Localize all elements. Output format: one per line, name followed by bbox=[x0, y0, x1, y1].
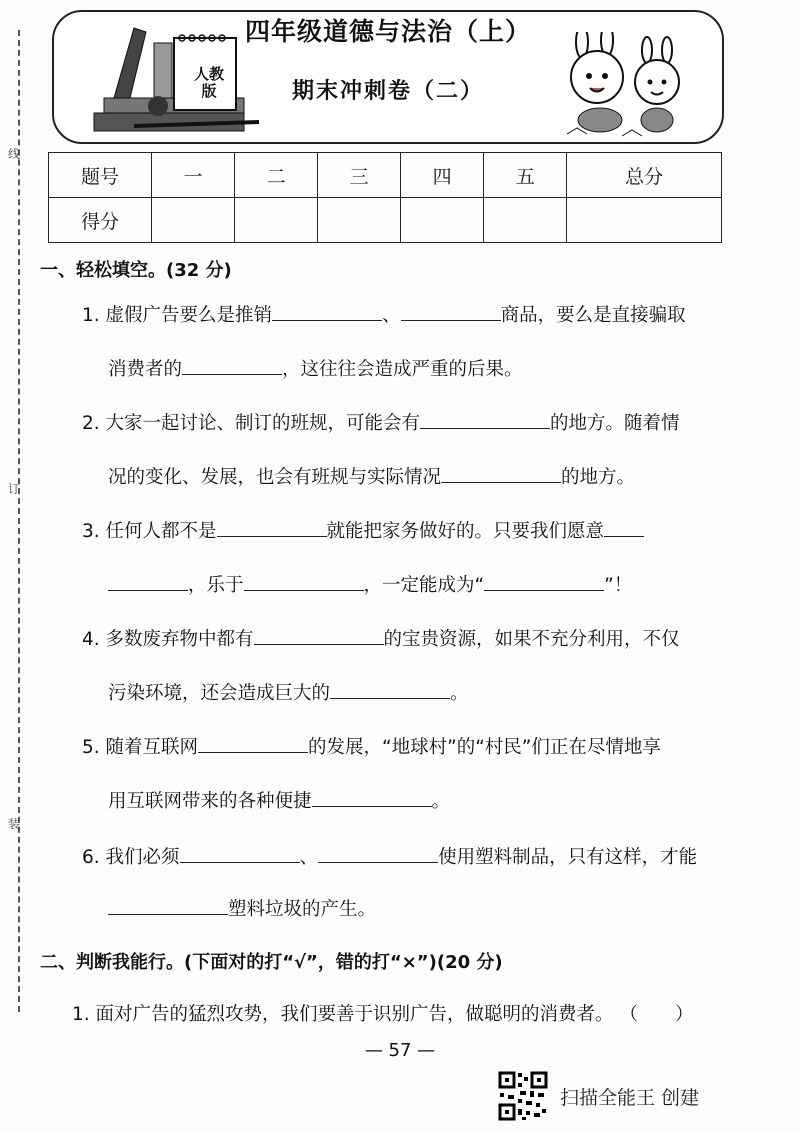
table-cell: 四 bbox=[401, 153, 484, 198]
question-2-line-1 bbox=[82, 410, 740, 435]
question-4-line-1 bbox=[82, 626, 740, 651]
answer-blank[interactable] bbox=[401, 302, 501, 321]
question-text: 消费者的 bbox=[108, 359, 183, 380]
answer-blank[interactable] bbox=[484, 572, 604, 591]
answer-blank[interactable] bbox=[312, 788, 432, 807]
page-number: — 57 — bbox=[364, 1040, 436, 1061]
score-cell[interactable] bbox=[152, 198, 235, 243]
binding-dashed-line bbox=[18, 30, 20, 1012]
binding-mark-line: 线 bbox=[8, 147, 21, 161]
binding-mark-bind: 装 bbox=[8, 817, 21, 831]
score-cell[interactable] bbox=[235, 198, 318, 243]
question-5-line-2 bbox=[108, 788, 740, 813]
question-text: 6. 我们必须 bbox=[82, 847, 180, 868]
question-text: 商品，要么是直接骗取 bbox=[500, 305, 686, 326]
question-text: ，一定能成为“ bbox=[363, 575, 485, 596]
question-text: 况的变化、发展，也会有班规与实际情况 bbox=[108, 467, 442, 488]
answer-blank[interactable] bbox=[180, 844, 300, 863]
question-text: 污染环境，还会造成巨大的 bbox=[108, 683, 331, 704]
question-text: 的地方。随着情 bbox=[550, 413, 680, 434]
question-text: 1. 虚假广告要么是推销 bbox=[82, 305, 273, 326]
answer-blank[interactable] bbox=[330, 680, 450, 699]
question-text: 。 bbox=[450, 683, 469, 704]
table-cell: 五 bbox=[484, 153, 567, 198]
table-cell: 二 bbox=[235, 153, 318, 198]
question-text: 使用塑料制品，只有这样，才能 bbox=[438, 847, 698, 868]
answer-blank[interactable] bbox=[272, 302, 382, 321]
question-text: 用互联网带来的各种便捷 bbox=[108, 791, 312, 812]
table-cell: 得分 bbox=[49, 198, 152, 243]
scanner-credit-text: 扫描全能王 创建 bbox=[560, 1086, 700, 1109]
question-3-line-1 bbox=[82, 518, 740, 543]
question-6-line-2 bbox=[108, 896, 740, 921]
answer-blank[interactable] bbox=[182, 356, 282, 375]
question-4-line-2 bbox=[108, 680, 740, 705]
table-cell: 三 bbox=[318, 153, 401, 198]
table-row-score bbox=[49, 198, 722, 243]
section-2-title: 二、判断我能行。(下面对的打“√”，错的打“×”)(20 分) bbox=[40, 952, 503, 973]
answer-blank[interactable] bbox=[420, 410, 550, 429]
answer-blank[interactable] bbox=[254, 626, 384, 645]
question-text: 4. 多数废弃物中都有 bbox=[82, 629, 254, 650]
answer-blank[interactable] bbox=[198, 734, 308, 753]
answer-blank[interactable] bbox=[108, 572, 188, 591]
question-text: 5. 随着互联网 bbox=[82, 737, 199, 758]
question-text: 2. 大家一起讨论、制订的班规，可能会有 bbox=[82, 413, 421, 434]
score-cell[interactable] bbox=[318, 198, 401, 243]
score-cell[interactable] bbox=[567, 198, 722, 243]
answer-blank[interactable] bbox=[244, 572, 364, 591]
score-cell[interactable] bbox=[401, 198, 484, 243]
qr-code-icon bbox=[498, 1071, 548, 1121]
answer-blank[interactable] bbox=[441, 464, 561, 483]
answer-blank[interactable] bbox=[318, 844, 438, 863]
table-cell: 一 bbox=[152, 153, 235, 198]
question-text: 塑料垃圾的产生。 bbox=[228, 899, 377, 920]
header-banner bbox=[52, 10, 724, 144]
bunny-kids-illustration bbox=[562, 32, 712, 142]
score-table bbox=[48, 152, 722, 243]
question-text: 1. 面对广告的猛烈攻势，我们要善于识别广告，做聪明的消费者。 bbox=[72, 1004, 614, 1025]
question-text: 、 bbox=[382, 305, 401, 326]
question-1-line-2 bbox=[108, 356, 740, 381]
answer-blank[interactable] bbox=[604, 518, 644, 537]
table-row-header bbox=[49, 153, 722, 198]
question-text: ，乐于 bbox=[188, 575, 244, 596]
judgment-question-1 bbox=[72, 1004, 740, 1026]
question-text: 的地方。 bbox=[561, 467, 636, 488]
binding-mark-staple: 订 bbox=[8, 482, 21, 496]
question-6-line-1 bbox=[82, 844, 740, 869]
question-text: 3. 任何人都不是 bbox=[82, 521, 217, 542]
question-text: 的宝贵资源，如果不充分利用，不仅 bbox=[383, 629, 680, 650]
question-3-line-2 bbox=[108, 572, 740, 597]
question-1-line-1 bbox=[82, 302, 740, 327]
section-1-title: 一、轻松填空。(32 分) bbox=[40, 260, 232, 281]
question-text: 就能把家务做好的。只要我们愿意 bbox=[326, 521, 605, 542]
answer-parenthesis[interactable]: （ ） bbox=[619, 1004, 694, 1025]
question-text: ，这往往会造成严重的后果。 bbox=[282, 359, 523, 380]
page-subtitle: 期末冲刺卷（二） bbox=[291, 79, 484, 104]
table-cell: 总分 bbox=[567, 153, 722, 198]
question-text: 的发展，“地球村”的“村民”们正在尽情地享 bbox=[308, 737, 661, 758]
question-2-line-2 bbox=[108, 464, 740, 489]
question-text: 、 bbox=[299, 847, 319, 868]
question-text: ”！ bbox=[604, 575, 633, 596]
table-cell: 题号 bbox=[49, 153, 152, 198]
answer-blank[interactable] bbox=[217, 518, 327, 537]
question-5-line-1 bbox=[82, 734, 740, 759]
scanner-watermark bbox=[498, 1070, 699, 1122]
page-title: 四年级道德与法治（上） bbox=[244, 17, 531, 46]
answer-blank[interactable] bbox=[108, 896, 228, 915]
edition-label: 人教版 bbox=[194, 65, 225, 100]
score-cell[interactable] bbox=[484, 198, 567, 243]
question-text: 。 bbox=[431, 791, 451, 812]
